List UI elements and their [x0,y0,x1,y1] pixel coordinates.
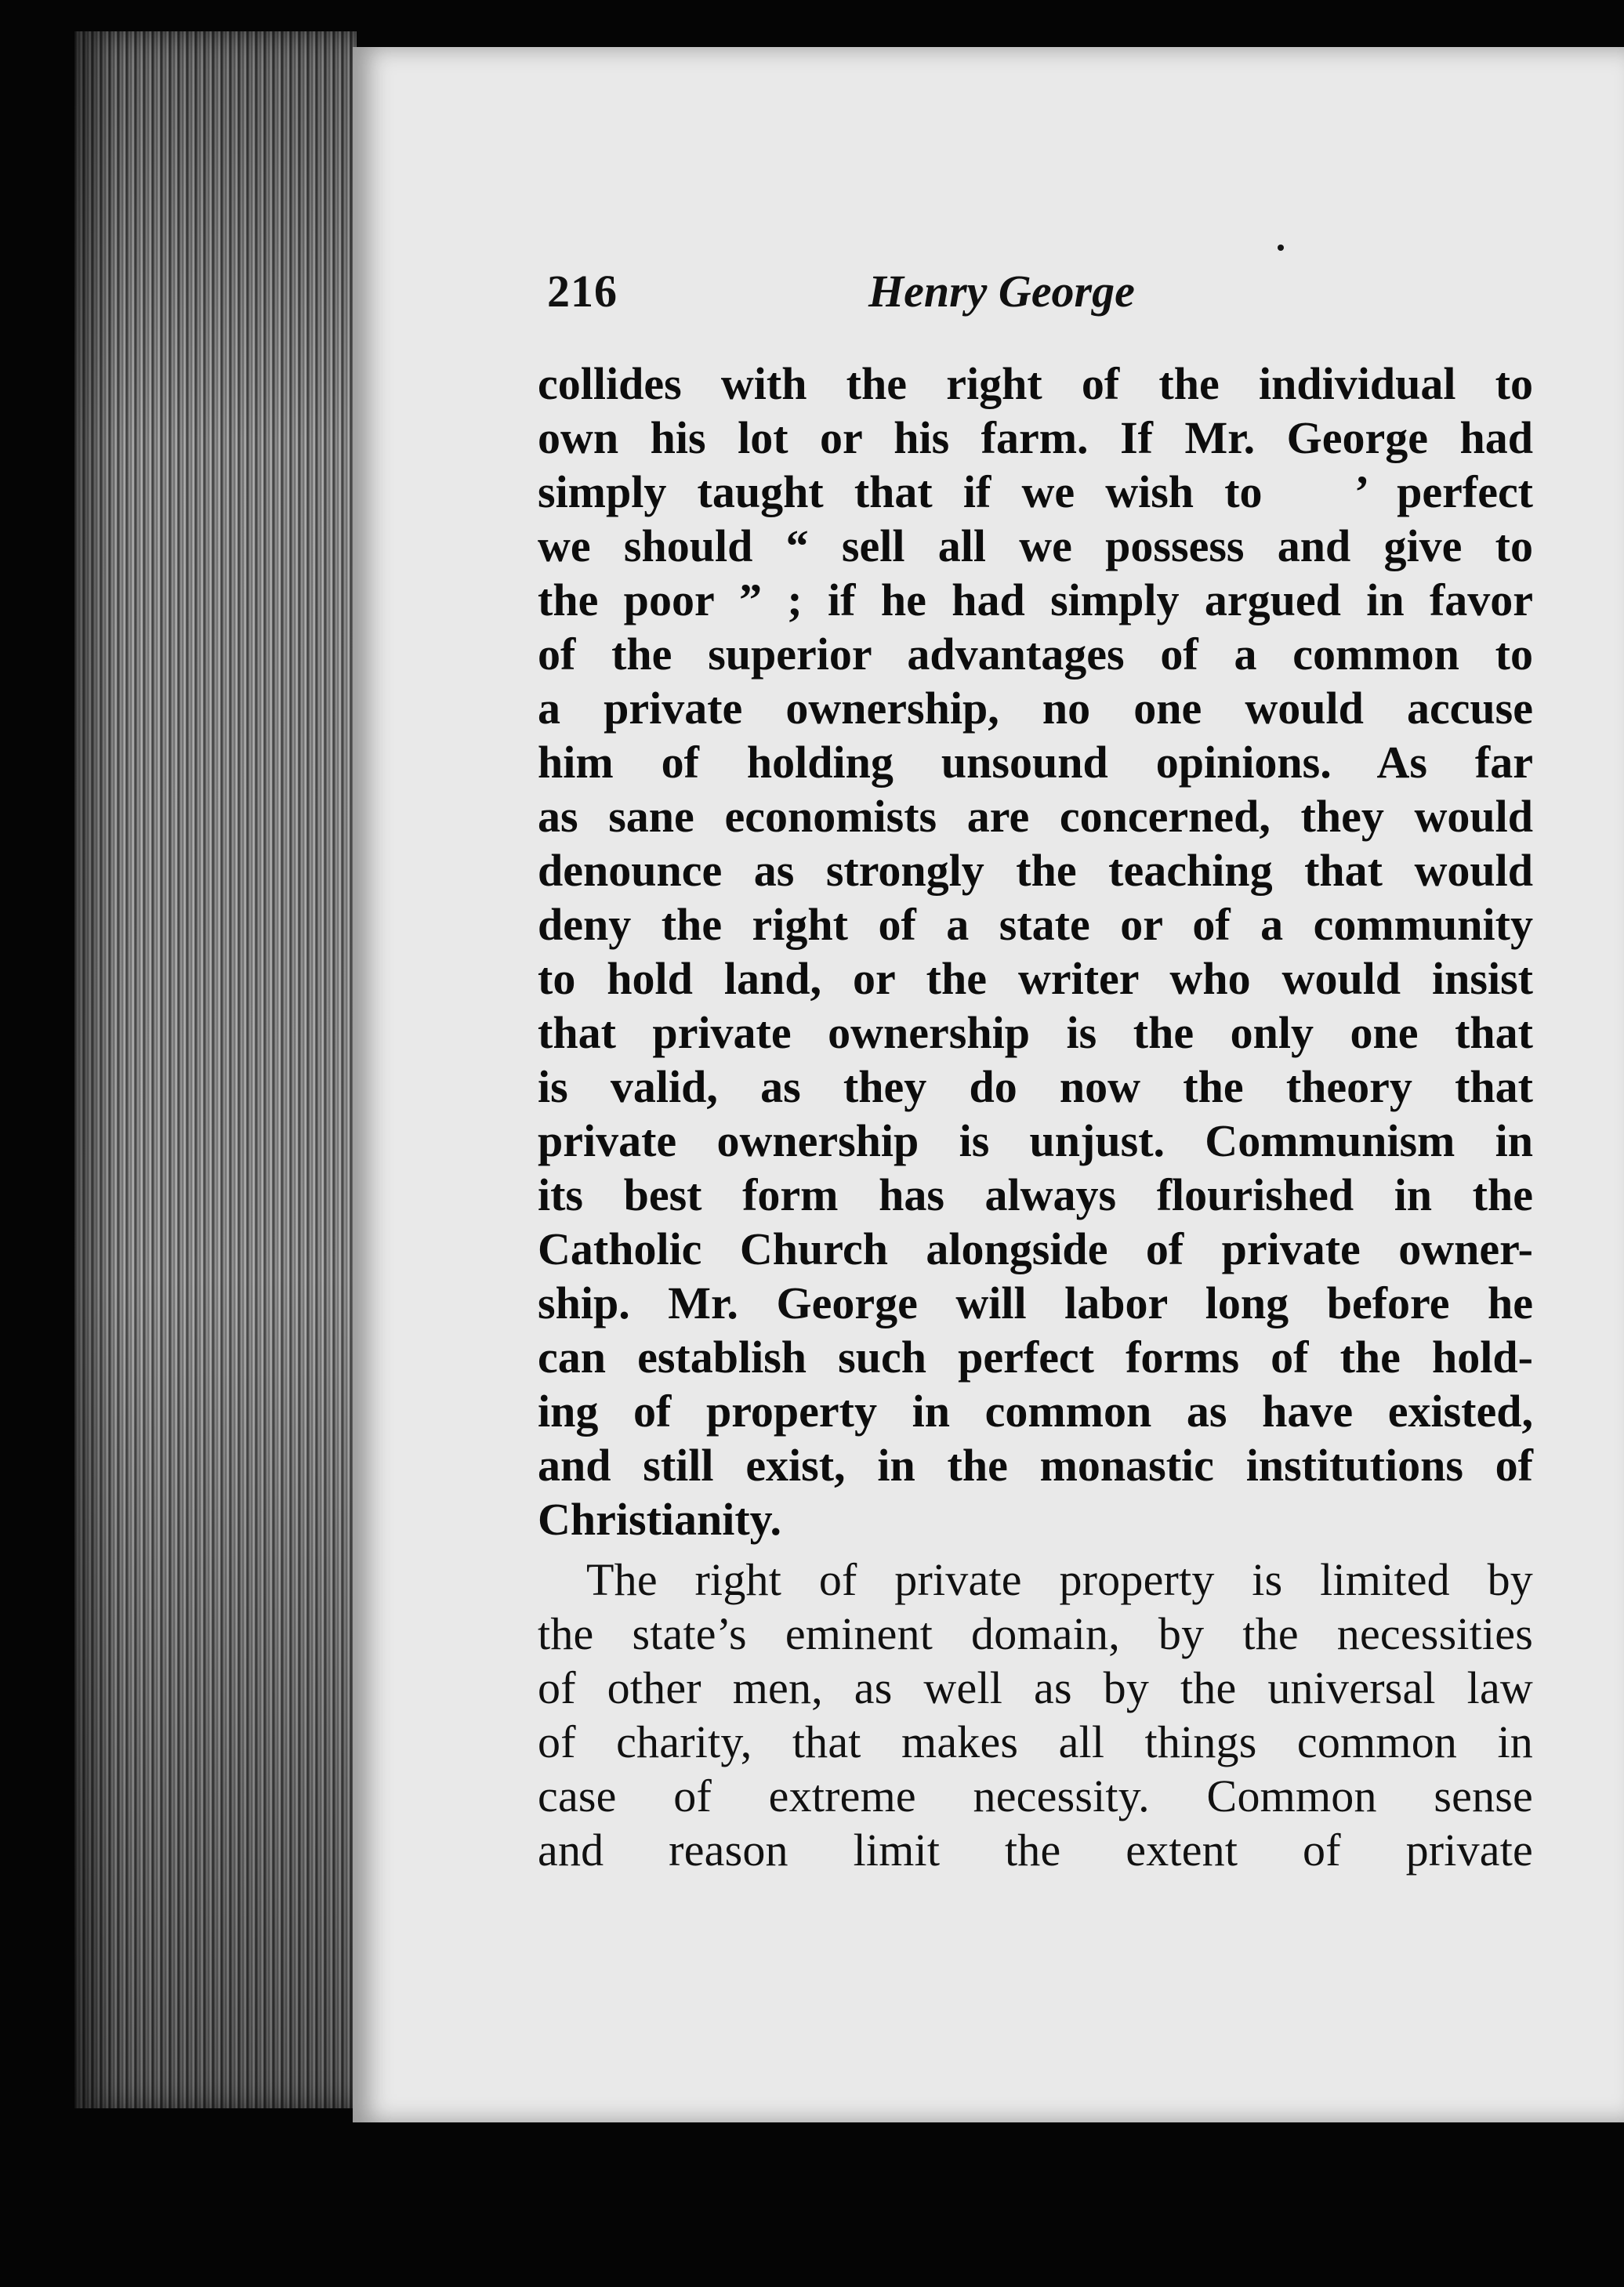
text-line: of the superior advantages of a common to [538,629,1533,680]
text-line: a private ownership, no one would accuse [538,683,1533,734]
running-head [547,265,1237,328]
text-line: ing of property in common as have existed, [538,1386,1533,1437]
text-line: collides with the right of the individual to [538,358,1533,409]
book-page [353,47,1624,2122]
text-line: its best form has always flourished in the [538,1169,1533,1220]
page-edges-stack [74,31,357,2108]
text-line: is valid, as they do now the theory that [538,1061,1533,1112]
text-line: ship. Mr. George will labor long before he [538,1278,1533,1328]
text-line: the poor ” ; if he had simply argued in favor [538,574,1533,625]
text-line: him of holding unsound opinions. As far [538,737,1533,788]
paragraph [538,1553,1533,1877]
text-line: own his lot or his farm. If Mr. George had [538,412,1533,463]
paragraph [538,357,1533,1546]
text-line: can establish such perfect forms of the hold- [538,1332,1533,1383]
text-line: we should “ sell all we possess and give to [538,520,1533,571]
text-line: of charity, that makes all things common in [538,1716,1533,1767]
print-speck [1278,245,1284,251]
text-line: simply taught that if we wish to ’ perfect [538,466,1533,517]
text-line: that private ownership is the only one that [538,1007,1533,1058]
text-line: and still exist, in the monastic institutions of [538,1440,1533,1491]
text-line: and reason limit the extent of private [538,1825,1533,1876]
text-line: denounce as strongly the teaching that would [538,845,1533,896]
text-line: deny the right of a state or of a community [538,899,1533,950]
text-line: to hold land, or the writer who would insist [538,953,1533,1004]
page-number: 216 [547,266,618,317]
text-line: as sane economists are concerned, they would [538,791,1533,842]
text-line: case of extreme necessity. Common sense [538,1771,1533,1821]
running-title: Henry George [868,266,1135,317]
body-text [538,357,1533,1877]
text-line: of other men, as well as by the universal law [538,1662,1533,1713]
text-line: The right of private property is limited by [586,1554,1533,1605]
text-line: the state’s eminent domain, by the necessities [538,1608,1533,1659]
text-line: Catholic Church alongside of private owner- [538,1223,1533,1274]
text-line: Christianity. [538,1494,781,1545]
text-line: private ownership is unjust. Communism in [538,1115,1533,1166]
